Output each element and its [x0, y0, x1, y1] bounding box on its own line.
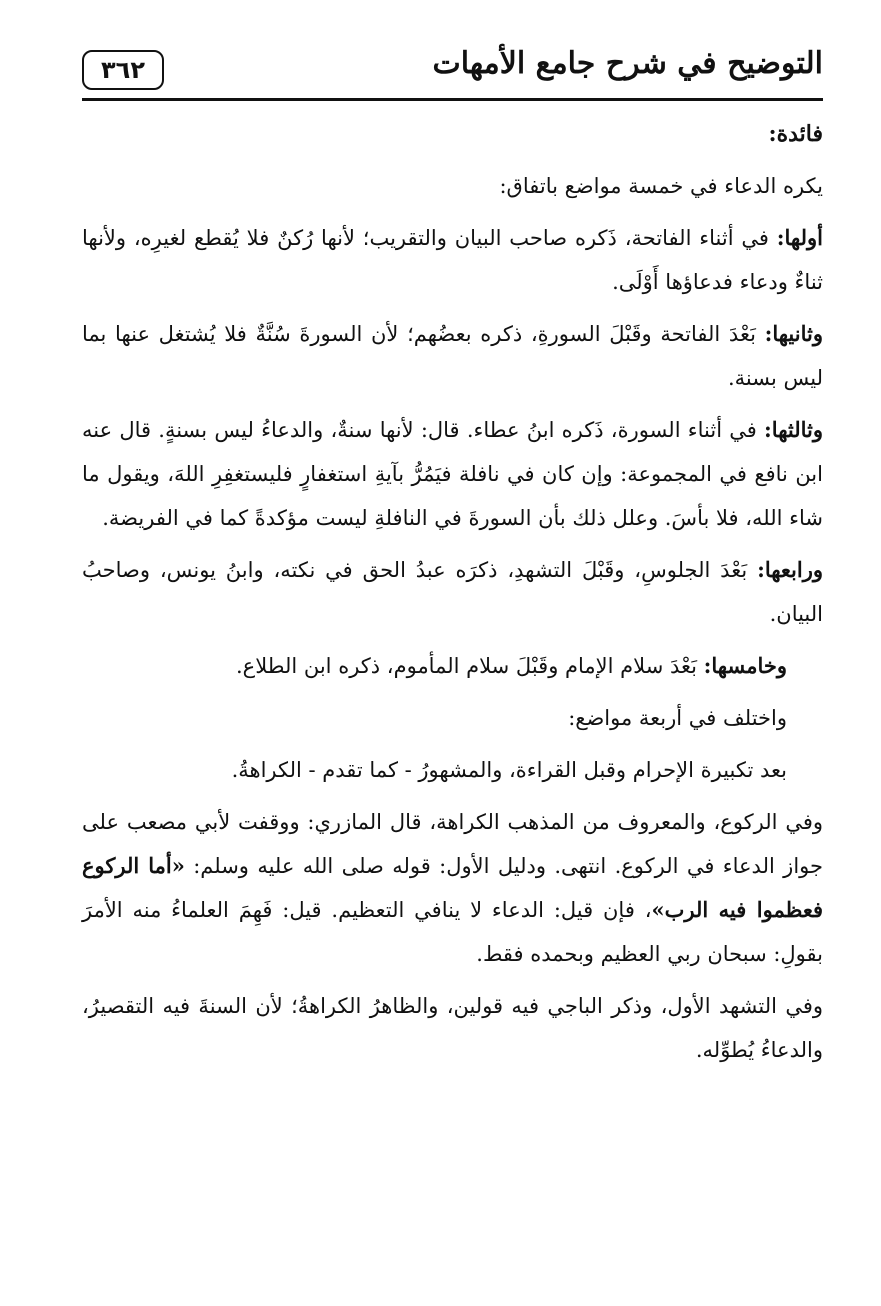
- hadith-quote: «أما الركوع فعظموا فيه الرب»: [82, 853, 823, 922]
- disputed-ruku-text-b: ، فإن قيل: الدعاء لا ينافي التعظيم. قيل: فَهِمَ العلماءُ منه الأمرَ بقولِ: سبحان ربي العظيم وبحمده فقط.: [82, 898, 823, 966]
- page-number: ٣٦٢: [82, 50, 164, 90]
- paragraph-first: [82, 216, 823, 304]
- section-heading: فائدة:: [768, 121, 823, 147]
- disputed-intro: واختلف في أربعة مواضع:: [568, 706, 787, 730]
- paragraph-second-text: بَعْدَ الفاتحة وقَبْلَ السورةِ، ذكره بعضُهم؛ لأن السورةَ سُنَّةٌ فلا يُشتغل عنها بما ليس بسنة.: [82, 322, 823, 390]
- paragraph-fifth-text: بَعْدَ سلام الإمام وقَبْلَ سلام المأموم، ذكره ابن الطلاع.: [235, 654, 704, 678]
- page-body: [82, 112, 823, 1080]
- paragraph-third-lead: وثالثها:: [764, 417, 823, 442]
- paragraph-second: [82, 312, 823, 400]
- disputed-tashahhud: وفي التشهد الأول، وذكر الباجي فيه قولين، والظاهرُ الكراهةُ؛ لأن السنةَ فيه التقصيرُ، والدعاءُ يُطوِّله.: [82, 994, 823, 1062]
- paragraph-fifth: [82, 644, 823, 688]
- paragraph-second-lead: وثانيها:: [764, 321, 823, 346]
- disputed-first: بعد تكبيرة الإحرام وقبل القراءة، والمشهورُ - كما تقدم - الكراهةُ.: [231, 758, 787, 782]
- paragraph-third: [82, 408, 823, 540]
- intro-paragraph: يكره الدعاء في خمسة مواضع باتفاق:: [499, 174, 823, 198]
- paragraph-first-lead: أولها:: [776, 225, 823, 250]
- paragraph-fifth-lead: وخامسها:: [703, 653, 787, 678]
- paragraph-fourth-text: بَعْدَ الجلوسِ، وقَبْلَ التشهدِ، ذكرَه عبدُ الحق في نكته، وابنُ يونس، وصاحبُ البيان.: [82, 558, 823, 626]
- paragraph-fourth: [82, 548, 823, 636]
- disputed-ruku: [82, 800, 823, 976]
- page-header: [82, 40, 823, 101]
- paragraph-third-text: في أثناء السورة، ذَكره ابنُ عطاء. قال: لأنها سنةٌ، والدعاءُ ليس بسنةٍ. قال عنه ابن نافع في المجموعة: وإن كان في نافلة فيَمُرُّ بآيةِ استغفارٍ فليستغفِرِ اللهَ، ويقول ما شاء الله، فلا بأسَ. وعلل ذلك بأن السورةَ في النافلةِ ليست مؤكدةً كما في الفريضة.: [82, 418, 823, 530]
- disputed-ruku-text-a: وفي الركوع، والمعروف من المذهب الكراهة، قال المازري: ووقفت لأبي مصعب على جواز الدعاء في الركوع. انتهى. ودليل الأول: قوله صلى الله عليه وسلم:: [82, 810, 823, 878]
- paragraph-fourth-lead: ورابعها:: [757, 557, 823, 582]
- paragraph-first-text: في أثناء الفاتحة، ذَكره صاحب البيان والتقريب؛ لأنها رُكنٌ فلا يُقطع لغيرِه، ولأنها ثناءٌ ودعاء فدعاؤها أَوْلَى.: [82, 226, 823, 294]
- book-title: التوضيح في شرح جامع الأمهات: [432, 46, 823, 81]
